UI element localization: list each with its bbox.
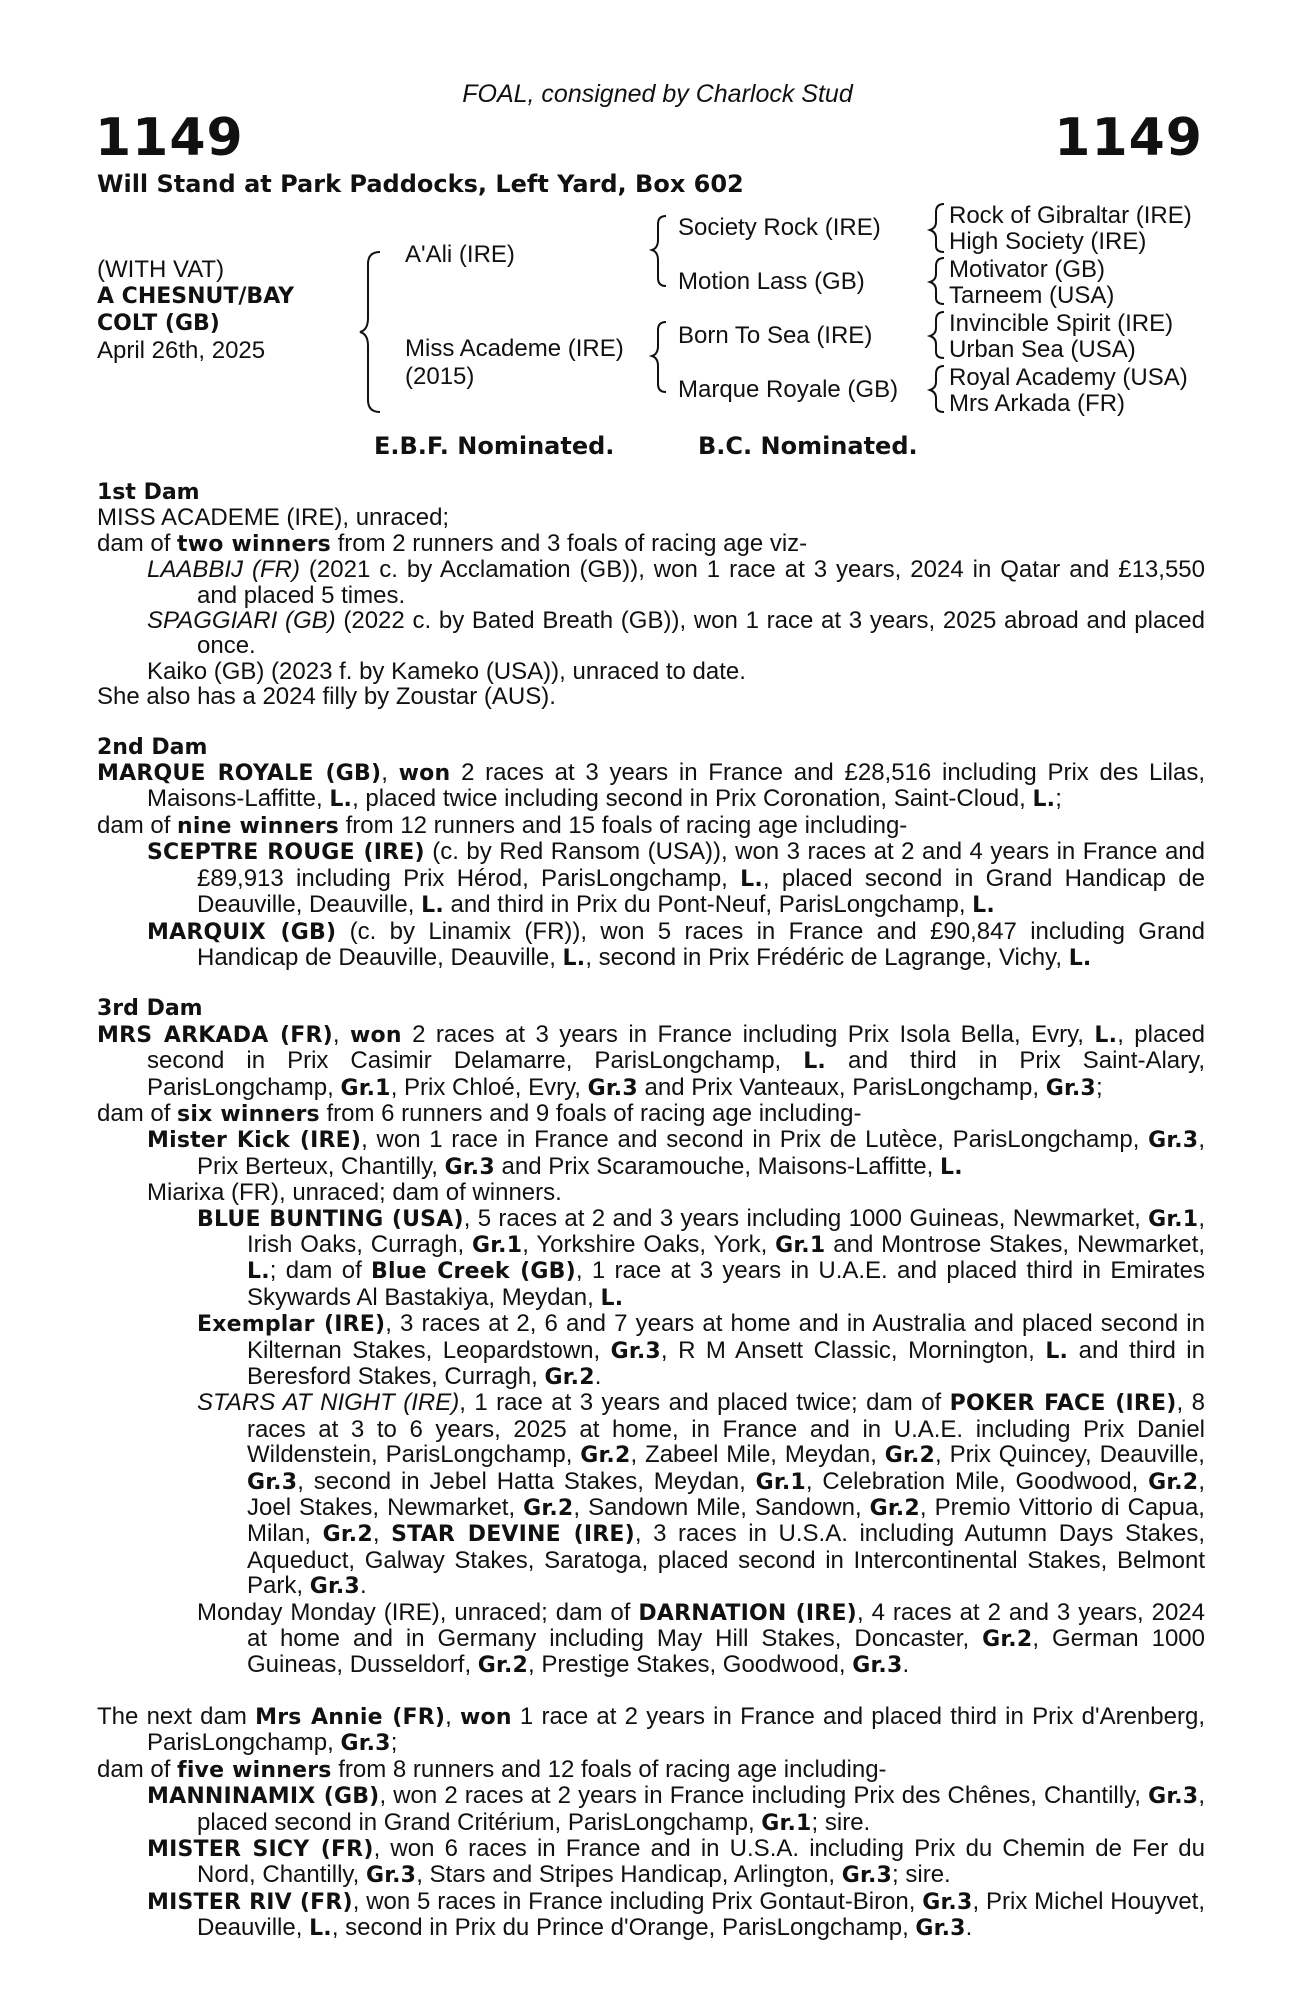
ggp-3: Motivator (GB) <box>949 256 1106 283</box>
next-dam-section <box>97 1704 1205 1942</box>
produce-entry: Miarixa (FR), unraced; dam of winners. <box>147 1179 562 1207</box>
second-dam-section <box>97 735 1205 972</box>
sire-sire: Society Rock (IRE) <box>678 214 881 241</box>
third-dam-heading: 3rd Dam <box>97 996 203 1022</box>
produce-note: She also has a 2024 filly by Zoustar (AUS). <box>97 683 556 711</box>
foaling-date: April 26th, 2025 <box>97 337 266 364</box>
third-dam-text: MRS ARKADA (FR), won 2 races at 3 years in France including Prix Isola Bella, Evry, L., placed second in Prix Casimir Delamarre, ParisLongchamp, L. and third in Prix Saint-Alary, ParisLongchamp, Gr.1, Prix Chloé, Evry, Gr.3 and Prix Vanteaux, ParisLongchamp, Gr.3; <box>97 1020 1206 1101</box>
produce-entry: MISTER RIV (FR), won 5 races in France including Prix Gontaut-Biron, Gr.3, Prix Michel Houyvet, Deauville, L., second in Prix du Prince d'Orange, ParisLongchamp, Gr.3. <box>147 1887 1206 1942</box>
first-dam-produce-intro: dam of two winners from 2 runners and 3 foals of racing age viz- <box>97 529 808 557</box>
sire: A'Ali (IRE) <box>405 241 515 268</box>
stabling-location: Will Stand at Park Paddocks, Left Yard, Box 602 <box>97 170 744 198</box>
first-dam-section <box>97 480 1205 710</box>
consignment-line: FOAL, consigned by Charlock Stud <box>462 80 853 108</box>
produce-entry: MISTER SICY (FR), won 6 races in France and in U.S.A. including Prix du Chemin de Fer du Nord, Chantilly, Gr.3, Stars and Stripes Handicap, Arlington, Gr.3; sire. <box>147 1834 1205 1889</box>
ggp-2: High Society (IRE) <box>949 228 1147 255</box>
produce-entry: STARS AT NIGHT (IRE), 1 race at 3 years and placed twice; dam of POKER FACE (IRE), 8 races at 3 to 6 years, 2025 at home, in France and in U.A.E. including Prix Daniel Wildenstein, ParisLongchamp, Gr.2, Zabeel Mile, Meydan, Gr.2, Prix Quincey, Deauville, Gr.3, second in Jebel Hatta Stakes, Meydan, Gr.1, Celebration Mile, Goodwood, Gr.2, Joel Stakes, Newmarket, Gr.2, Sandown Mile, Sandown, Gr.2, Premio Vittorio di Capua, Milan, Gr.2, STAR DEVINE (IRE), 3 races in U.S.A. including Autumn Days Stakes, Aqueduct, Galway Stakes, Saratoga, placed second in Intercontinental Stakes, Belmont Park, Gr.3. <box>197 1389 1206 1600</box>
second-dam-produce-intro: dam of nine winners from 12 runners and 15 foals of racing age including- <box>97 811 908 839</box>
dam: Miss Academe (IRE) <box>405 335 624 362</box>
second-dam-heading: 2nd Dam <box>97 734 208 760</box>
dam-sire: Born To Sea (IRE) <box>678 322 873 349</box>
produce-entry: MANNINAMIX (GB), won 2 races at 2 years in France including Prix des Chênes, Chantilly, Gr.3, placed second in Grand Critérium, ParisLongchamp, Gr.1; sire. <box>147 1782 1205 1836</box>
produce-entry: Kaiko (GB) (2023 f. by Kameko (USA)), unraced to date. <box>147 657 746 685</box>
produce-entry: SCEPTRE ROUGE (IRE) (c. by Red Ransom (USA)), won 3 races at 2 and 4 years in France and £89,913 including Prix Hérod, ParisLongchamp, L., placed second in Grand Handicap de Deauville, Deauville, L. and third in Prix du Pont-Neuf, ParisLongchamp, L. <box>147 838 1205 919</box>
ggp-7: Royal Academy (USA) <box>949 364 1188 391</box>
produce-entry: BLUE BUNTING (USA), 5 races at 2 and 3 years including 1000 Guineas, Newmarket, Gr.1, Irish Oaks, Curragh, Gr.1, Yorkshire Oaks, York, Gr.1 and Montrose Stakes, Newmarket, L.; dam of Blue Creek (GB), 1 race at 3 years in U.A.E. and placed third in Emirates Skywards Al Bastakiya, Meydan, L. <box>197 1204 1206 1311</box>
produce-entry: SPAGGIARI (GB) (2022 c. by Bated Breath (GB)), won 1 race at 3 years, 2025 abroad and placed once. <box>147 607 1205 660</box>
ggp-6: Urban Sea (USA) <box>949 336 1136 363</box>
horse-name-line1: A CHESNUT/BAY <box>97 284 295 309</box>
produce-entry: MARQUIX (GB) (c. by Linamix (FR)), won 5 races in France and £90,847 including Grand Handicap de Deauville, Deauville, L., second in Prix Frédéric de Lagrange, Vichy, L. <box>147 917 1205 971</box>
produce-entry: Exemplar (IRE), 3 races at 2, 6 and 7 years at home and in Australia and placed second in Kilternan Stakes, Leopardstown, Gr.3, R M Ansett Classic, Mornington, L. and third in Beresford Stakes, Curragh, Gr.2. <box>197 1310 1205 1390</box>
ggp-4: Tarneem (USA) <box>949 282 1115 309</box>
first-dam-heading: 1st Dam <box>97 480 200 505</box>
ebf-nominated: E.B.F. Nominated. <box>374 432 615 460</box>
vat-note: (WITH VAT) <box>97 256 225 283</box>
produce-entry: Mister Kick (IRE), won 1 race in France and second in Prix de Lutèce, ParisLongchamp, Gr.3, Prix Berteux, Chantilly, Gr.3 and Prix Scaramouche, Maisons-Laffitte, L. <box>147 1126 1205 1180</box>
first-dam-text: MISS ACADEME (IRE), unraced; <box>97 504 450 532</box>
bc-nominated: B.C. Nominated. <box>698 432 918 460</box>
next-dam-text: The next dam Mrs Annie (FR), won 1 race at 2 years in France and placed third in Prix d'Arenberg, ParisLongchamp, Gr.3; <box>97 1702 1205 1757</box>
produce-entry: Monday Monday (IRE), unraced; dam of DARNATION (IRE), 4 races at 2 and 3 years, 2024 at home and in Germany including May Hill Stakes, Doncaster, Gr.2, German 1000 Guineas, Dusseldorf, Gr.2, Prestige Stakes, Goodwood, Gr.3. <box>197 1598 1205 1679</box>
lot-number-right: 1149 <box>1054 108 1203 168</box>
second-dam-text: MARQUE ROYALE (GB), won 2 races at 3 years in France and £28,516 including Prix des Lilas, Maisons-Laffitte, L., placed twice including second in Prix Coronation, Saint-Cloud, L.; <box>97 759 1206 813</box>
catalogue-body <box>97 480 1205 1967</box>
horse-name-line2: COLT (GB) <box>97 311 220 336</box>
ggp-5: Invincible Spirit (IRE) <box>949 310 1174 337</box>
next-dam-produce-intro: dam of five winners from 8 runners and 12 foals of racing age including- <box>97 1755 887 1783</box>
sire-dam: Motion Lass (GB) <box>678 268 865 295</box>
lot-number-left: 1149 <box>95 108 244 168</box>
ggp-8: Mrs Arkada (FR) <box>949 390 1126 417</box>
dam-dam: Marque Royale (GB) <box>678 376 899 403</box>
ggp-1: Rock of Gibraltar (IRE) <box>949 202 1192 229</box>
produce-entry: LAABBIJ (FR) (2021 c. by Acclamation (GB)), won 1 race at 3 years, 2024 in Qatar and £13,550 and placed 5 times. <box>147 556 1205 609</box>
dam-year: (2015) <box>405 363 475 390</box>
third-dam-section <box>97 996 1205 1679</box>
third-dam-produce-intro: dam of six winners from 6 runners and 9 foals of racing age including- <box>97 1099 862 1127</box>
